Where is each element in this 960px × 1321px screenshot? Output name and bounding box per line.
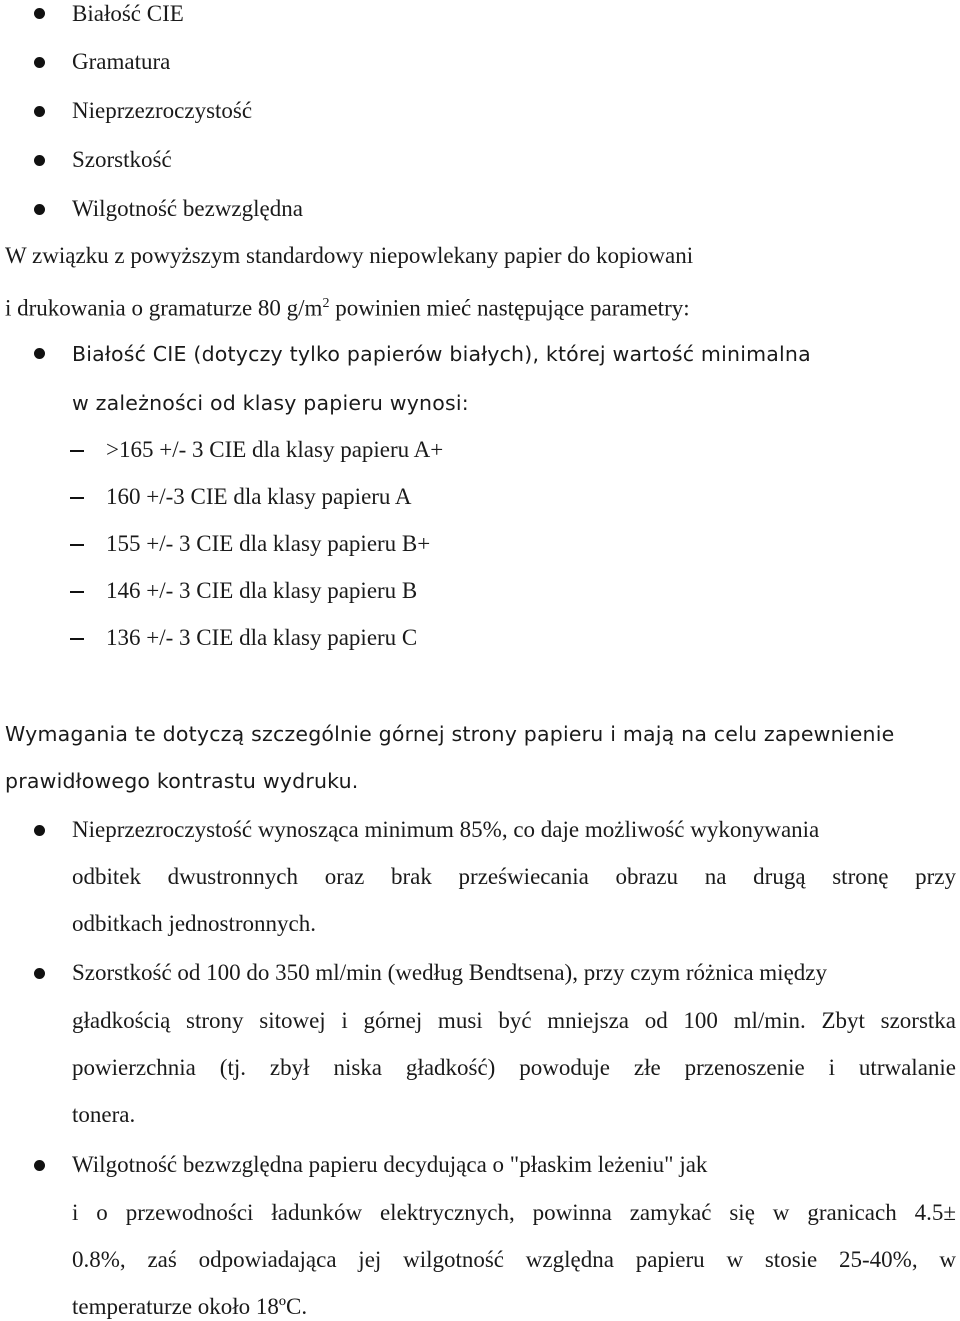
moisture-line-3 — [72, 1246, 956, 1274]
dash-icon — [70, 497, 84, 499]
sub-list-text: >165 +/- 3 CIE dla klasy papieru A+ — [106, 437, 444, 462]
dash-icon — [70, 638, 84, 640]
bullet-icon — [34, 155, 45, 166]
bullet-icon — [34, 204, 45, 215]
sub-list-text: 136 +/- 3 CIE dla klasy papieru C — [106, 625, 418, 650]
list-item-text: gładkością strony sitowej i górnej musi być mniejsza od 100 ml/min. Zbyt szorstka — [72, 1008, 956, 1033]
intro-line-2 — [5, 290, 690, 323]
sub-list-text: 160 +/-3 CIE dla klasy papieru A — [106, 484, 412, 509]
list-item-text: Nieprzezroczystość — [72, 98, 253, 123]
opacity-line-3: odbitkach jednostronnych. — [72, 911, 317, 936]
list-item-text: Wilgotność bezwzględna papieru decydująca o "płaskim leżeniu" jak — [72, 1152, 708, 1177]
list-item-text: Szorstkość od 100 do 350 ml/min (według Bendtsena), przy czym różnica między — [72, 960, 827, 985]
bullet-icon — [34, 57, 45, 68]
bullet-icon — [34, 348, 45, 359]
roughness-line-3 — [72, 1054, 956, 1082]
dash-icon — [70, 450, 84, 452]
opacity-line-2 — [72, 863, 956, 891]
list-item-text: i o przewodności ładunków elektrycznych, powinna zamykać się w granicach 4.5± — [72, 1200, 956, 1225]
intro-text: i drukowania o gramaturze 80 g/m — [5, 295, 323, 321]
superscript: 2 — [322, 296, 330, 311]
roughness-line-4: tonera. — [72, 1102, 136, 1127]
bullet-icon — [34, 825, 45, 836]
dash-icon — [70, 544, 84, 546]
intro-text: powinien mieć następujące parametry: — [329, 295, 690, 321]
list-item-text: Białość CIE (dotyczy tylko papierów białych), której wartość minimalna — [72, 342, 811, 366]
list-item-text: powierzchnia (tj. zbył niska gładkość) powoduje złe przenoszenie i utrwalanie — [72, 1055, 956, 1080]
list-item-text: Szorstkość — [72, 147, 172, 172]
bullet-icon — [34, 8, 45, 19]
list-item-text: Nieprzezroczystość wynosząca minimum 85%, co daje możliwość wykonywania — [72, 817, 820, 842]
roughness-line-2 — [72, 1007, 956, 1035]
list-item-text: w zależności od klasy papieru wynosi: — [72, 391, 469, 415]
list-item-text: Gramatura — [72, 49, 171, 74]
sub-list-text: 146 +/- 3 CIE dla klasy papieru B — [106, 578, 418, 603]
bullet-icon — [34, 106, 45, 117]
dash-icon — [70, 591, 84, 593]
bullet-icon — [34, 1160, 45, 1171]
list-item-text: 0.8%, zaś odpowiadająca jej wilgotność względna papieru w stosie 25-40%, w — [72, 1247, 956, 1272]
sub-list-text: 155 +/- 3 CIE dla klasy papieru B+ — [106, 531, 431, 556]
requirements-note-line-1: Wymagania te dotyczą szczególnie górnej strony papieru i mają na celu zapewnienie — [5, 722, 895, 746]
requirements-note-line-2: prawidłowego kontrastu wydruku. — [5, 769, 359, 793]
list-item-text: Wilgotność bezwzględna — [72, 196, 303, 221]
moisture-line-4: temperaturze około 18ºC. — [72, 1294, 308, 1319]
intro-line-1: W związku z powyższym standardowy niepowlekany papier do kopiowani — [5, 243, 694, 268]
moisture-line-2 — [72, 1199, 956, 1227]
list-item-text: Białość CIE — [72, 1, 184, 26]
bullet-icon — [34, 968, 45, 979]
list-item-text: odbitek dwustronnych oraz brak przeświecania obrazu na drugą stronę przy — [72, 864, 956, 889]
